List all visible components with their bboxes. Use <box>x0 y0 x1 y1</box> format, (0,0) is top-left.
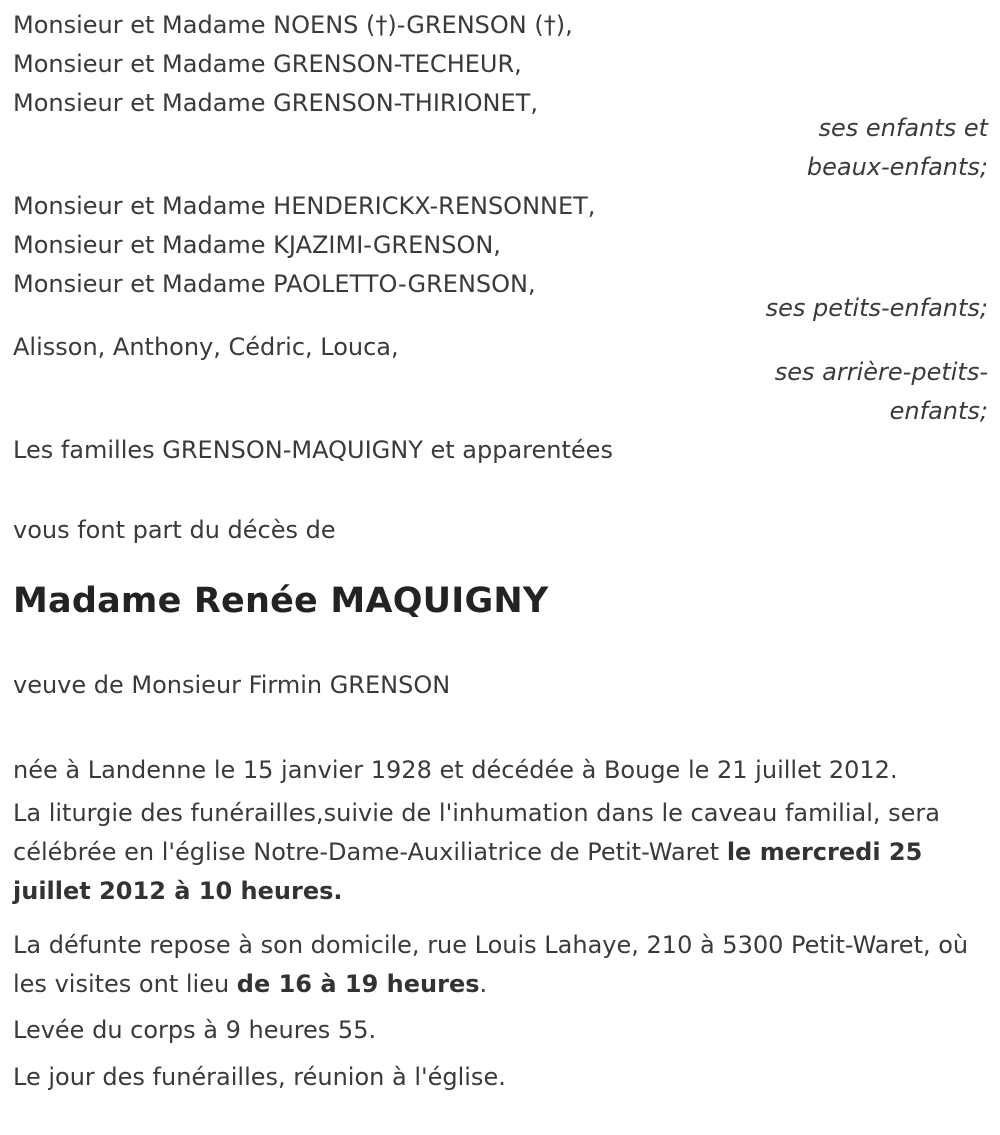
liturgy-paragraph <box>13 794 988 911</box>
family-line: Monsieur et Madame GRENSON-TECHEUR, <box>13 50 522 78</box>
deceased-name: Madame Renée MAQUIGNY <box>13 581 549 621</box>
birth-death-line: née à Landenne le 15 janvier 1928 et décédée à Bouge le 21 juillet 2012. <box>13 756 898 784</box>
liturgy-date-bold: le mercredi 25 juillet 2012 à 10 heures. <box>13 838 923 905</box>
intro-line: vous font part du décès de <box>13 516 336 544</box>
relation-line: beaux-enfants; <box>806 153 988 181</box>
liturgy-text: La liturgie des funérailles,suivie de l'inhumation dans le caveau familial, sera célébrée en l'église Notre-Dame-Auxiliatrice de Petit-Waret <box>13 799 940 866</box>
relation-line: ses enfants et <box>818 114 988 142</box>
repose-text-end: . <box>479 970 488 998</box>
family-line: Monsieur et Madame PAOLETTO-GRENSON, <box>13 270 536 298</box>
widow-line: veuve de Monsieur Firmin GRENSON <box>13 671 451 699</box>
family-line: Monsieur et Madame KJAZIMI-GRENSON, <box>13 231 501 259</box>
relation-line: enfants; <box>889 397 988 425</box>
repose-paragraph <box>13 926 988 1004</box>
repose-text: La défunte repose à son domicile, rue Louis Lahaye, 210 à 5300 Petit-Waret, où les visites ont lieu <box>13 931 969 998</box>
family-line: Monsieur et Madame HENDERICKX-RENSONNET, <box>13 192 596 220</box>
family-line: Monsieur et Madame GRENSON-THIRIONET, <box>13 89 538 117</box>
family-line: Monsieur et Madame NOENS (†)-GRENSON (†), <box>13 11 573 39</box>
death-notice <box>13 6 988 1097</box>
relation-line: ses arrière-petits- <box>774 358 988 386</box>
reunion-line: Le jour des funérailles, réunion à l'église. <box>13 1063 506 1091</box>
levee-line: Levée du corps à 9 heures 55. <box>13 1016 377 1044</box>
relation-label-grandchildren: ses petits-enfants; <box>765 294 988 322</box>
visit-hours-bold: de 16 à 19 heures <box>236 970 480 998</box>
family-line: Alisson, Anthony, Cédric, Louca, <box>13 333 399 361</box>
families-line: Les familles GRENSON-MAQUIGNY et apparentées <box>13 436 613 464</box>
